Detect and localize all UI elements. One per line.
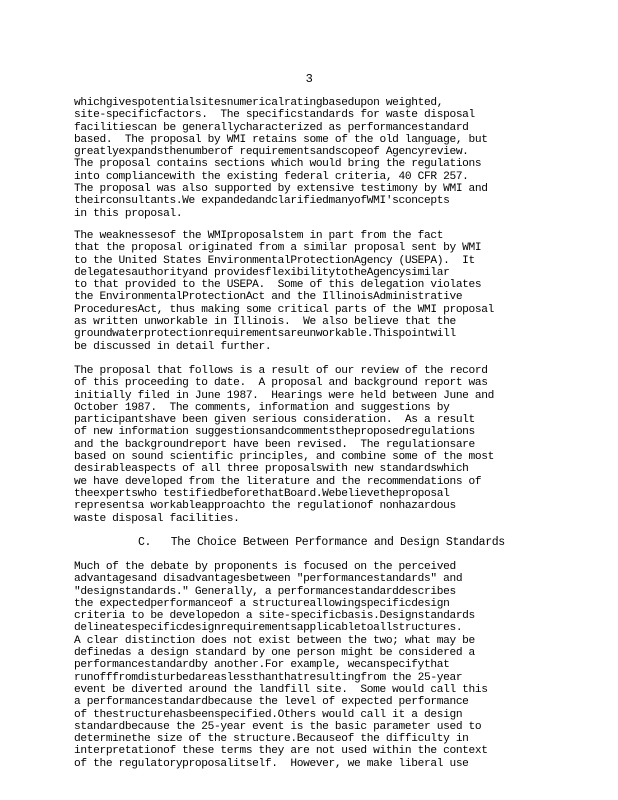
text-line: A clear distinction does not exist between the two; what may be [74,634,475,647]
text-line: greatlyexpandsthenumberof requirementsandscopeof Agencyreview. [74,146,469,159]
text-line: event be diverted around the landfill site. Some would call this [74,683,488,696]
text-line: initially filed in June 1987. Hearings were held between June and [74,389,494,402]
text-line: of thestructurehasbeenspecified.Others would call it a design [74,708,463,721]
text-line: runofffromdisturbedareaslessthanthatresultingfrom the 25-year [74,671,463,684]
text-line: facilitiescan be generallycharacterized as performancestandard [74,121,469,134]
text-line: to the United States EnvironmentalProtectionAgency (USEPA). It [74,254,475,267]
text-line: of this proceeding to date. A proposal and background report was [74,377,488,390]
text-line: The proposal was also supported by extensive testimony by WMI and [74,183,488,196]
text-line: The proposal contains sections which would bring the regulations [74,158,482,171]
text-line: the EnvironmentalProtectionAct and the IllinoisAdministrative [74,291,463,304]
text-line: a performancestandardbecause the level of expected performance [74,696,469,709]
text-line: ProceduresAct, thus making some critical parts of the WMI proposal [74,303,494,316]
text-line: performancestandardby another.For example, wecanspecifythat [74,659,450,672]
text-line: representsa workableapproachto the regulationof nonhazardous [74,500,456,513]
text-line: as written unworkable in Illinois. We also believe that the [74,316,456,329]
text-line: theirconsultants.We expandedandclarifiedmanyofWMI'sconcepts [74,195,450,208]
text-line: Much of the debate by proponents is focused on the perceived [74,561,456,573]
text-line: into compliancewith the existing federal criteria, 40 CFR 257. [74,170,469,183]
text-line: whichgivespotentialsitesnumericalratingbasedupon weighted, [74,97,444,109]
paragraph-wmi-weaknesses [74,230,550,353]
text-line: of the regulatoryproposalitself. However, we make liberal use [74,757,469,770]
text-line: determinethe size of the structure.Becauseof the difficulty in [74,733,469,746]
text-line: definedas a design standard by one person might be considered a [74,647,475,660]
text-line: October 1987. The comments, information and suggestions by [74,401,450,414]
text-line: waste disposal facilities. [74,512,240,525]
text-line: delineatespecificdesignrequirementsapplicabletoallstructures. [74,622,463,635]
text-line: in this proposal. [74,207,183,220]
text-line: the expectedperformanceof a structureallowingspecificdesign [74,597,450,610]
paragraph-proposal-summary [74,365,550,525]
text-line: that the proposal originated from a similar proposal sent by WMI [74,242,482,255]
text-line: interpretationof these terms they are not used within the context [74,745,488,758]
section-heading: C. The Choice Between Performance and Design Standards [138,536,505,549]
page-number: 3 [305,72,313,86]
text-line: participantshave been given serious consideration. As a result [74,414,475,427]
text-line: delegatesauthorityand providesflexibilitytotheAgencysimilar [74,266,450,279]
text-line: desirableaspects of all three proposalswith new standardswhich [74,463,469,476]
text-line: standardbecause the 25-year event is the basic parameter used to [74,720,482,733]
text-line: theexpertswho testifiedbeforethatBoard.Webelievetheproposal [74,487,450,500]
text-line: of new information suggestionsandcommentstheproposedregulations [74,426,475,439]
text-line: The weaknessesof the WMIproposalstem in part from the fact [74,230,444,242]
text-line: The proposal that follows is a result of our review of the record [74,365,488,377]
text-line: "designstandards." Generally, a performancestandarddescribes [74,585,456,598]
text-line: site-specificfactors. The specificstandards for waste disposal [74,109,475,122]
paragraph-wmi-proposal [74,97,550,220]
text-line: criteria to be developedon a site-specificbasis.Designstandards [74,610,475,623]
text-line: we have developed from the literature and the recommendations of [74,475,482,488]
text-line: to that provided to the USEPA. Some of this delegation violates [74,279,482,292]
text-line: and the backgroundreport have been revised. The regulationsare [74,438,475,451]
text-line: be discussed in detail further. [74,340,272,353]
text-line: advantagesand disadvantagesbetween "performancestandards" and [74,573,463,586]
text-line: based. The proposal by WMI retains some of the old language, but [74,133,488,146]
text-line: groundwaterprotectionrequirementsareunworkable.Thispointwill [74,328,456,341]
paragraph-performance-vs-design [74,561,550,770]
text-line: based on sound scientific principles, and combine some of the most [74,451,494,464]
